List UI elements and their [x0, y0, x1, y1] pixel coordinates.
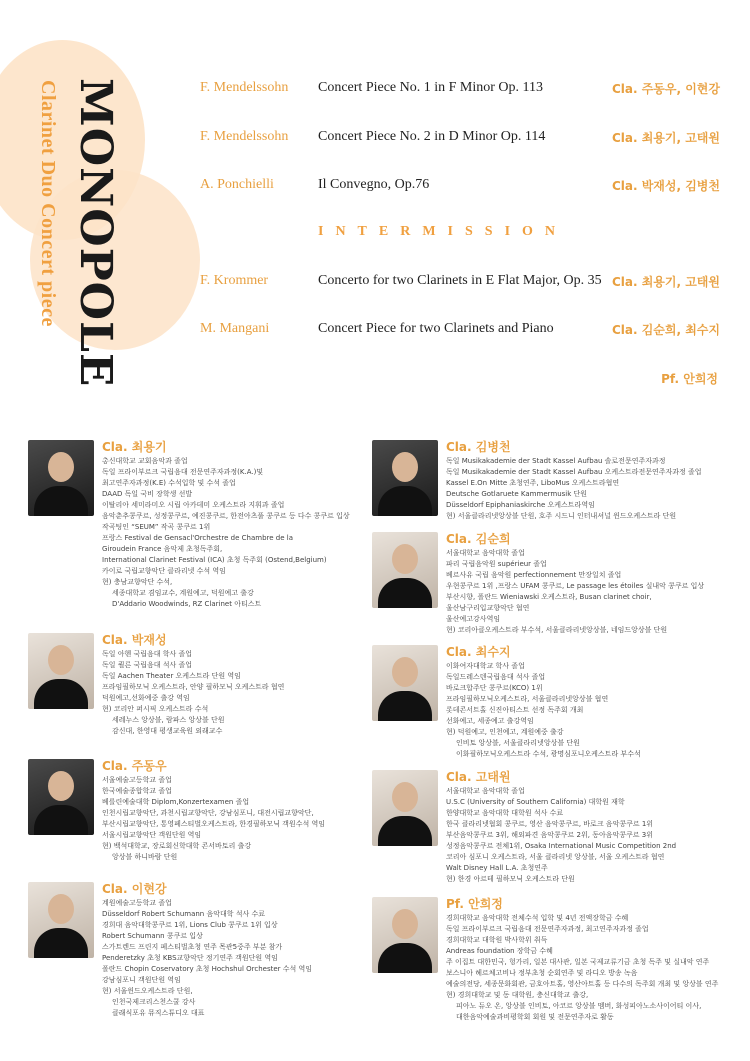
bio-line: Düsseldorf Epiphaniaskirche 오케스트라역임: [446, 501, 595, 509]
bio-line: 현) 덕원예고, 인천예고, 계원예중 출강: [446, 728, 564, 736]
bio-line: 이탈리아 세미라미오 시립 아카데미 오케스트라 지휘과 졸업: [102, 501, 285, 509]
bio-line: 폴란드 Chopin Coservatory 초청 Hochshul Orchester 수석 역임: [102, 965, 313, 973]
bio-line: 독일 프라이부르크 국립음대 전문연주자과정, 최고연주자과정 졸업: [446, 925, 649, 933]
program-item: [200, 321, 720, 351]
bio-line: 서울시립교향악단 객원단원 역임: [102, 831, 202, 839]
bio-line: DAAD 독일 국비 장학생 선발: [102, 490, 193, 498]
composer: M. Mangani: [200, 321, 270, 336]
bio-line: 총신대학교 교회음악과 졸업: [102, 457, 188, 465]
performer-name: Cla. 최용기: [102, 440, 167, 454]
bio-line: 강남심포니 객원단원 역임: [102, 976, 181, 984]
performer-name: Cla. 김순희: [446, 532, 511, 546]
composer: F. Mendelssohn: [200, 80, 289, 95]
bio-line: 예술의전당, 세종문화회관, 금호아트홀, 영산아트홀 등 다수의 독주회 개최 및 앙상블 연주: [446, 980, 719, 988]
bio-line: 현) 서울윈드오케스트라 단원,: [102, 987, 193, 995]
bio-line: 현) 충남교향악단 수석,: [102, 578, 173, 586]
performer-name: Cla. 주동우: [102, 759, 167, 773]
performer-name: Cla. 최수지: [446, 645, 511, 659]
concert-subtitle: Clarinet Duo Concert piece: [37, 80, 59, 327]
pianist-credit: Pf. 안희정: [661, 372, 718, 386]
bio-line: Andreas foundation 장학금 수혜: [446, 947, 553, 955]
bio-lines: [446, 786, 736, 885]
performer-photo: [28, 759, 94, 835]
bio-line: 감신대, 한영대 평생교육원 외래교수: [112, 727, 223, 735]
bio-line: U.S.C (University of Southern California) 대학원 재학: [446, 798, 625, 806]
piece-title: Concerto for two Clarinets in E Flat Major, Op. 35: [318, 273, 602, 288]
bio-line: 경희대 음악대학콩쿠르 1위, Lions Club 콩쿠르 1위 입상: [102, 921, 278, 929]
bio-line: Deutsche Gotlaruete Kammermusik 단원: [446, 490, 588, 498]
bio-line: 프랑스 Festival de Gensacl'Orchestre de Chambre de la: [102, 534, 293, 542]
bio-line: Penderetzky 초청 KBS교향악단 정기연주 객원단원 역임: [102, 954, 278, 962]
performer-photo: [372, 770, 438, 846]
bio-line: International Clarinet Festival (ICA) 초청 독주회 (Ostend,Belgium): [102, 556, 327, 564]
bio-line: 현) 백석대학교, 장로회신학대학 콘서바토리 출강: [102, 842, 252, 850]
bio-line: 부산시향, 폴란드 Wieniawski 오케스트라, Busan clarinet choir,: [446, 593, 652, 601]
bio-line: 서울대학교 음악대학 졸업: [446, 787, 525, 795]
performer-name: Pf. 안희정: [446, 897, 503, 911]
bio-line: 인비토 앙상블, 서울클라리넷앙상블 단원: [456, 739, 580, 747]
bio-line: 독일 프라이부르크 국립음대 전문연주자과정(K.A.)및: [102, 468, 264, 476]
composer: F. Krommer: [200, 273, 269, 288]
bio-line: 독일 Musikakademie der Stadt Kassel Aufbau 오케스트라전문연주자과정 졸업: [446, 468, 702, 476]
bio-line: 세종대학교 겸임교수, 계원예고, 덕원예고 출강: [112, 589, 254, 597]
bio-line: 현) 경희대학교 및 동 대학원, 충신대학교 출강,: [446, 991, 589, 999]
bio-line: 작곡팅인 “SEUM” 작곡 콩쿠르 1위: [102, 523, 211, 531]
bio-line: 베를린예술대학 Diplom,Konzertexamen 졸업: [102, 798, 250, 806]
piece-title: Concert Piece for two Clarinets and Piano: [318, 321, 554, 336]
performer-name: Cla. 박재성: [102, 633, 167, 647]
bio-line: 코리아 심포니 오케스트라, 서울 클라리넷 앙상블, 서울 오케스트라 협연: [446, 853, 665, 861]
performer-name: Cla. 고태원: [446, 770, 511, 784]
bio-line: 독일 쾰른 국립음대 석사 졸업: [102, 661, 193, 669]
performer-photo: [28, 633, 94, 709]
bio-lines: [446, 548, 736, 636]
bio-line: 피아노 듀오 온, 앙상블 인비토, 아코르 앙상블 멤버, 화성피아노소사이어티 이사,: [456, 1002, 702, 1010]
performer-photo: [28, 882, 94, 958]
bio-lines: [102, 898, 392, 1019]
performer-name: Cla. 김병천: [446, 440, 511, 454]
bio-line: 선화예고, 세종예고 출강역임: [446, 717, 534, 725]
bio-line: D'Addario Woodwinds, RZ Clarinet 아티스트: [112, 600, 262, 608]
bio-line: Düsseldorf Robert Schumann 음악대학 석사 수료: [102, 910, 266, 918]
bio-line: 대한음악예술과비평학회 회원 및 전문연주자로 활동: [456, 1013, 614, 1021]
bio-line: 현) 코리아클오케스트라 부수석, 서울클라리넷앙상블, 네임드앙상블 단원: [446, 626, 668, 634]
intermission-label: INTERMISSION: [318, 224, 568, 239]
piece-title: Concert Piece No. 2 in D Minor Op. 114: [318, 129, 546, 144]
bio-line: 우현콩쿠르 1위 ,프랑스 UFAM 콩쿠르, Le passage les étoiles 실내악 콩쿠르 입상: [446, 582, 705, 590]
bio-line: 계원예술고등학교 졸업: [102, 899, 172, 907]
bio-lines: [102, 775, 392, 863]
bio-line: Walt Disney Hall L.A. 초청연주: [446, 864, 548, 872]
performer-photo: [372, 645, 438, 721]
bio-line: 부산시립교향악단, 통영페스티벌오케스트라, 한경필하모닉 객원수석 역임: [102, 820, 325, 828]
bio-lines: [446, 913, 736, 1023]
bio-line: 이화필하모닉오케스트라 수석, 광명심포니오케스트라 부수석: [456, 750, 641, 758]
bio-line: 덕원예고,선화예중 출강 역임: [102, 694, 190, 702]
bio-line: 보스니아 헤르체고비나 정부초청 순회연주 및 라디오 방송 녹음: [446, 969, 638, 977]
bio-line: 서울대학교 음악대학 졸업: [446, 549, 525, 557]
bio-line: 인천시립교향악단, 과천시립교향악단, 강남심포니, 대전시립교향악단,: [102, 809, 314, 817]
bio-line: Giroudein France 음악제 초청독주회,: [102, 545, 223, 553]
bio-line: 카이로 국립교향악단 클라리넷 수석 역임: [102, 567, 226, 575]
performer-photo: [372, 897, 438, 973]
bio-line: 이화여자대학교 학사 졸업: [446, 662, 525, 670]
piece-title: Concert Piece No. 1 in F Minor Op. 113: [318, 80, 544, 95]
bio-line: Robert Schumann 콩쿠르 입상: [102, 932, 203, 940]
bio-line: 프라임필하모닉오케스트라, 서울클라리넷앙상블 협연: [446, 695, 609, 703]
bio-line: 클래식포유 뮤직스튜디오 대표: [112, 1009, 205, 1017]
bio-line: 세레누스 앙상블, 람파스 앙상블 단원: [112, 716, 225, 724]
bio-lines: [446, 661, 736, 760]
performers: Cla. 최용기, 고태원: [611, 131, 720, 145]
bio-line: 한국 클라리넷협회 콩쿠르, 영산 음악콩쿠르, 바로크 음악콩쿠르 1위: [446, 820, 654, 828]
bio-lines: [102, 649, 392, 737]
bio-line: Kassel E.On Mitte 초청연주, LiboMus 오케스트라협연: [446, 479, 620, 487]
bio-line: 롯데콘서트홀 신진아티스트 선정 독주회 개최: [446, 706, 584, 714]
bio-line: 음악춘추콩쿠르, 성정콩쿠르, 예진콩쿠르, 한전아츠풀 콩쿠르 등 다수 콩쿠르 입상: [102, 512, 350, 520]
composer: F. Mendelssohn: [200, 129, 289, 144]
bio-lines: [446, 456, 736, 522]
bio-line: 인천국제크리스천스쿨 강사: [112, 998, 196, 1006]
performer-photo: [372, 532, 438, 608]
performers: Cla. 주동우, 이현강: [611, 82, 720, 96]
bio-line: 울산남구리입교향악단 협연: [446, 604, 530, 612]
bio-line: 독일 아헨 국립음대 학사 졸업: [102, 650, 193, 658]
bio-line: 베르사유 국립 음악원 perfectionnement 만장일치 졸업: [446, 571, 622, 579]
bio-line: 스가트렌드 프린지 페스티벌초청 연주 목관5중주 부분 참가: [102, 943, 283, 951]
program-item: [200, 177, 720, 207]
bio-line: 현) 코리안 퍼시픽 오케스트라 수석: [102, 705, 209, 713]
bio-line: 최고연주자과정(K.E) 수석입학 및 수석 졸업: [102, 479, 236, 487]
bio-line: 독일 Aachen Theater 오케스트라 단원 역임: [102, 672, 241, 680]
bio-line: 부산음악콩쿠르 3위, 해외파견 음악콩쿠르 2위, 동아음악콩쿠르 3위: [446, 831, 653, 839]
bio-line: 한양대학교 음악대학 대학원 석사 수료: [446, 809, 564, 817]
performers: Cla. 박재성, 김병천: [611, 179, 720, 193]
bio-line: 한국예술종합학교 졸업: [102, 787, 172, 795]
composer: A. Ponchielli: [200, 177, 274, 192]
performer-name: Cla. 이현강: [102, 882, 167, 896]
bio-line: 현) 한경 아르테 필하모닉 오케스트라 단원: [446, 875, 575, 883]
bio-line: 울산예고강사역임: [446, 615, 501, 623]
program-item: [200, 80, 720, 110]
bio-line: 앙상블 하니바람 단원: [112, 853, 178, 861]
piece-title: Il Convegno, Op.76: [318, 177, 430, 192]
bio-line: 경희대학교 음악대학 전체수석 입학 및 4년 전액장학금 수혜: [446, 914, 629, 922]
bio-line: 서울예술고등학교 졸업: [102, 776, 172, 784]
bio-line: 바로크합주단 콩쿠르(KCO) 1위: [446, 684, 543, 692]
performers: Cla. 최용기, 고태원: [611, 275, 720, 289]
performer-photo: [372, 440, 438, 516]
bio-line: 주 이집트 대한민국, 헝가리, 일본 대사관, 일본 국제교류기금 초청 독주 및 실내악 연주: [446, 958, 710, 966]
bio-line: 독일드레스덴국립음대 석사 졸업: [446, 673, 546, 681]
bio-line: 독일 Musikakademie der Stadt Kassel Aufbau 솔로전문연주자과정: [446, 457, 666, 465]
program-item: [200, 273, 720, 303]
bio-lines: [102, 456, 392, 610]
bio-line: 현) 서울클라리넷앙상블 단원, 호주 시드니 인터내셔널 윈드오케스트라 단원: [446, 512, 677, 520]
program-item: [200, 129, 720, 159]
concert-title: MONOPOLE: [70, 78, 121, 388]
bio-line: 경희대학교 대학원 박사학위 취득: [446, 936, 548, 944]
performer-photo: [28, 440, 94, 516]
bio-line: 프라임필하모닉 오케스트라, 안양 필하모닉 오케스트라 협연: [102, 683, 285, 691]
performers: Cla. 김순희, 최수지: [611, 323, 720, 337]
bio-line: 성정음악콩쿠르 전체1위, Osaka International Music Competition 2nd: [446, 842, 677, 850]
bio-line: 파리 국립음악원 supérieur 졸업: [446, 560, 547, 568]
